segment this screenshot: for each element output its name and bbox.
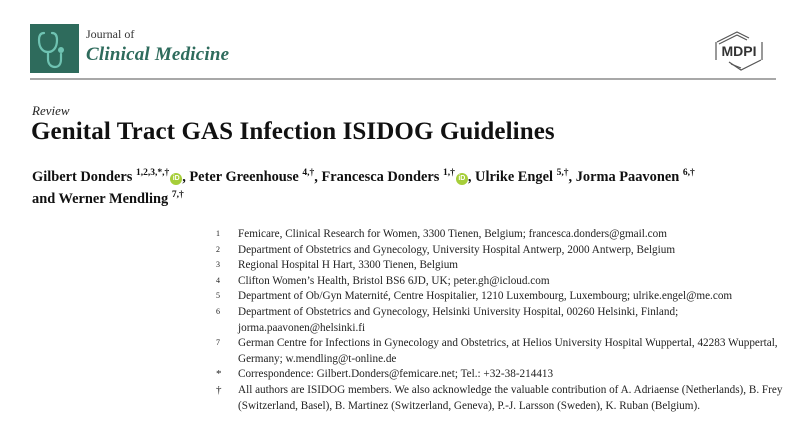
orcid-icon[interactable]: iD [170,173,182,185]
acknowledgement-note: † All authors are ISIDOG members. We also acknowledge the valuable contribution of A. Adriaense (Netherlands), B. Frey (Switzerland, Basel), B. Martinez (Switzerland, Geneva), P.-J. Larsson (Sweden), K. Ruban (Belgium). [216,383,783,412]
mdpi-hexagon-icon [713,30,765,72]
affiliation-item: 3 Regional Hospital H Hart, 3300 Tienen, Belgium [216,259,459,272]
svg-text:MDPI: MDPI [721,43,757,59]
author[interactable]: and Werner Mendling $^{7,\dagger}$ [32,190,184,207]
mdpi-logo [713,30,765,72]
article-title: Genital Tract GAS Infection ISIDOG Guidelines [31,118,555,145]
journal-of: Journal of [86,27,135,41]
author[interactable]: Gilbert Donders $^{1,2,3,*,\dagger}$iD [32,169,182,185]
article-type: Review [32,103,70,118]
journal-logo [30,24,79,73]
header-divider [30,78,776,80]
orcid-icon[interactable]: iD [456,173,468,185]
journal-title: Clinical Medicine [86,44,230,65]
author[interactable]: Francesca Donders $^{1,\dagger}$iD [321,169,467,185]
stethoscope-icon [30,24,79,73]
affiliations [216,227,796,414]
journal-name [86,28,229,64]
author[interactable]: Jorma Paavonen $^{6,\dagger}$ [575,168,695,185]
author[interactable]: Peter Greenhouse $^{4,\dagger}$ [189,168,315,185]
affiliation-item: 6 Department of Obstetrics and Gynecology, Helsinki University Hospital, 00260 Helsinki, Finland; jorma.paavonen@helsinki.fi [216,305,679,334]
affiliation-item: 2 Department of Obstetrics and Gynecology, University Hospital Antwerp, 2000 Antwerp, Belgium [216,243,676,256]
correspondence-note: * Correspondence: Gilbert.Donders@femicare.net; Tel.: +32-38-214413 [216,368,554,381]
affiliation-item: 7 German Centre for Infections in Gynecology and Obstetrics, at Helios University Hospital Wuppertal, 42283 Wuppertal, Germany; w.mendling@t-online.de [216,337,778,365]
affiliation-item: 4 Clifton Women’s Health, Bristol BS6 6JD, UK; peter.gh@icloud.com [216,274,550,287]
author[interactable]: Ulrike Engel $^{5,\dagger}$ [475,168,569,185]
author-list: Gilbert Donders $^{1,2,3,*,\dagger}$iD , Peter Greenhouse $^{4,\dagger}$, Francesca Donders $^{1,\dagger}$iD , Ulrike Engel $^{5,\dagger}$, Jorma Paavonen $^{6,\dagger}$ and Werner Mendling $^{7,\dagger}$ [32,168,695,207]
affiliation-item: 1 Femicare, Clinical Research for Women, 3300 Tienen, Belgium; francesca.donders@gmail.com [216,228,667,240]
affiliation-item: 5 Department of Ob/Gyn Maternité, Centre Hospitalier, 1210 Luxembourg, Luxembourg; ulrike.engel@me.com [216,290,733,303]
